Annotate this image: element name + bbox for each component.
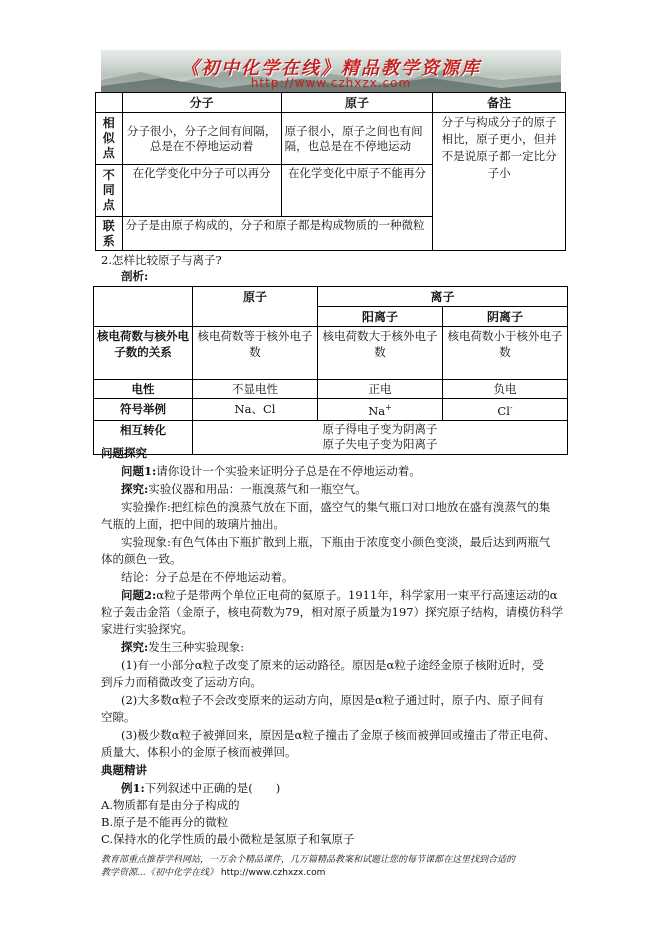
footer-text-2: 教学资源…《初中化学在线》 xyxy=(101,868,219,878)
q2-label: 问题2: xyxy=(121,588,157,602)
phenomenon-1-line-1: (1)有一小部分α粒子改变了原来的运动路径。原因是α粒子途经金原子核附近时，受 xyxy=(121,658,544,672)
phenomenon-3-line-2: 质量大、体积小的金原子核而被弹回。 xyxy=(101,745,297,759)
operation-line-1: 实验操作:把红棕色的溴蒸气放在下面，盛空气的集气瓶口对口地放在盛有溴蒸气的集 xyxy=(121,500,551,514)
example-label: 例1: xyxy=(121,781,145,795)
inquiry-explore-2 xyxy=(121,639,244,656)
q2-text-1: α粒子是带两个单位正电荷的氦原子。1911年，科学家用一束平行高速运动的α xyxy=(156,588,558,602)
header-banner xyxy=(101,50,561,92)
footer-line-2 xyxy=(101,867,571,880)
cation-symbol-text: Na xyxy=(368,403,386,418)
row-label-charge: 核电荷数与核外电子数的关系 xyxy=(94,327,193,380)
banner-url: http://www.czhxzx.com xyxy=(250,76,412,90)
cell-conversion xyxy=(193,420,568,454)
empty-corner-cell xyxy=(96,93,123,113)
cell-atom-similar: 原子很小，原子之间也有间隔，也总是在不停地运动 xyxy=(281,113,433,165)
cell-atom-electricity: 不显电性 xyxy=(193,380,318,399)
operation-line-2: 气瓶的上面，把中间的玻璃片抽出。 xyxy=(101,517,285,531)
footer-url[interactable]: http://www.czhxzx.com xyxy=(220,868,326,878)
phenomenon-line-1: 实验现象:有色气体由下瓶扩散到上瓶，下瓶由于浓度变小颜色变淡，最后达到两瓶气 xyxy=(121,535,551,549)
empty-corner-cell xyxy=(94,287,193,327)
row-label-symbol: 符号举例 xyxy=(94,399,193,421)
molecule-atom-table xyxy=(95,92,566,251)
inquiry-explore-1 xyxy=(121,481,367,498)
header-molecule: 分子 xyxy=(122,93,281,113)
header-atom: 原子 xyxy=(281,93,433,113)
inquiry-q1 xyxy=(121,463,421,480)
analysis-label: 剖析: xyxy=(121,269,149,283)
explore-label-1: 探究: xyxy=(121,482,149,496)
cell-atom-different: 在化学变化中原子不能再分 xyxy=(281,165,433,217)
example-text: 下列叙述中正确的是( ) xyxy=(144,781,281,795)
option-c: C.保持水的化学性质的最小微粒是氢原子和氧原子 xyxy=(101,832,355,846)
phenomenon-line-2: 体的颜色一致。 xyxy=(101,552,182,566)
cell-cation-symbol xyxy=(318,399,443,421)
row-label-electricity: 电性 xyxy=(94,380,193,399)
inquiry-q2-line-2: 粒子轰击金箔（金原子，核电荷数为79，相对原子质量为197）探究原子结构，请模仿科学 xyxy=(101,605,564,619)
anion-symbol-sup: - xyxy=(509,403,513,412)
inquiry-heading: 问题探究 xyxy=(101,446,147,460)
cell-molecule-similar: 分子很小，分子之间有间隔，总是在不停地运动着 xyxy=(122,113,281,165)
inquiry-q2-line-3: 家进行实验探究。 xyxy=(101,622,193,636)
header-remark: 备注 xyxy=(433,93,566,113)
cell-anion-symbol xyxy=(443,399,568,421)
header-cation: 阳离子 xyxy=(318,307,443,327)
phenomenon-1-line-2: 到斥力而稍微改变了运动方向。 xyxy=(101,675,262,689)
cell-cation-charge: 核电荷数大于核外电子数 xyxy=(318,327,443,380)
inquiry-q2-line-1 xyxy=(121,587,558,604)
cell-atom-charge: 核电荷数等于核外电子数 xyxy=(193,327,318,380)
footer-line-1: 教育部重点推荐学科网站，一万余个精品课件，几万篇精品教案和试题让您的每节课都在这里找到合适的 xyxy=(101,855,516,865)
conversion-line-1: 原子得电子变为阴离子 xyxy=(322,422,438,437)
anion-symbol-text: Cl xyxy=(497,403,510,418)
cell-anion-electricity: 负电 xyxy=(443,380,568,399)
row-label-relation: 联系 xyxy=(96,217,123,251)
explore-text-2: 发生三种实验现象: xyxy=(148,640,245,654)
row-label-different: 不同点 xyxy=(96,165,123,217)
header-ion: 离子 xyxy=(318,287,568,307)
explore-label-2: 探究: xyxy=(121,640,149,654)
conversion-line-2: 原子失电子变为阳离子 xyxy=(322,437,438,452)
phenomenon-2-line-2: 空隙。 xyxy=(101,710,136,724)
atom-ion-table xyxy=(93,286,568,455)
option-b: B.原子是不能再分的微粒 xyxy=(101,815,229,829)
cell-cation-electricity: 正电 xyxy=(318,380,443,399)
footer xyxy=(101,854,571,880)
cell-remark: 分子与构成分子的原子相比，原子更小，但并不是说原子都一定比分子小 xyxy=(433,113,566,251)
question-2: 2.怎样比较原子与离子? xyxy=(101,253,222,267)
row-label-similar: 相似点 xyxy=(96,113,123,165)
explore-text-1: 实验仪器和用品：一瓶溴蒸气和一瓶空气。 xyxy=(148,482,367,496)
option-a: A.物质都有是由分子构成的 xyxy=(101,798,240,812)
header-anion: 阴离子 xyxy=(443,307,568,327)
q1-label: 问题1: xyxy=(121,464,157,478)
banner-title: 《初中化学在线》精品教学资源库 xyxy=(181,58,481,79)
cell-anion-charge: 核电荷数小于核外电子数 xyxy=(443,327,568,380)
header-atom: 原子 xyxy=(193,287,318,327)
conclusion: 结论：分子总是在不停地运动着。 xyxy=(121,570,294,584)
cell-atom-symbol: Na、Cl xyxy=(193,399,318,421)
cation-symbol-sup: + xyxy=(385,403,392,412)
phenomenon-2-line-1: (2)大多数α粒子不会改变原来的运动方向，原因是α粒子通过时，原子内、原子间有 xyxy=(121,693,544,707)
cell-molecule-different: 在化学变化中分子可以再分 xyxy=(122,165,281,217)
row-label-conversion: 相互转化 xyxy=(94,420,193,454)
cell-relation: 分子是由原子构成的，分子和原子都是构成物质的一种微粒 xyxy=(122,217,433,251)
q1-text: 请你设计一个实验来证明分子总是在不停地运动着。 xyxy=(156,464,421,478)
example-question xyxy=(121,780,280,797)
phenomenon-3-line-1: (3)极少数α粒子被弹回来，原因是α粒子撞击了金原子核而被弹回或撞击了带正电荷、 xyxy=(121,728,556,742)
example-heading: 典题精讲 xyxy=(101,763,147,777)
